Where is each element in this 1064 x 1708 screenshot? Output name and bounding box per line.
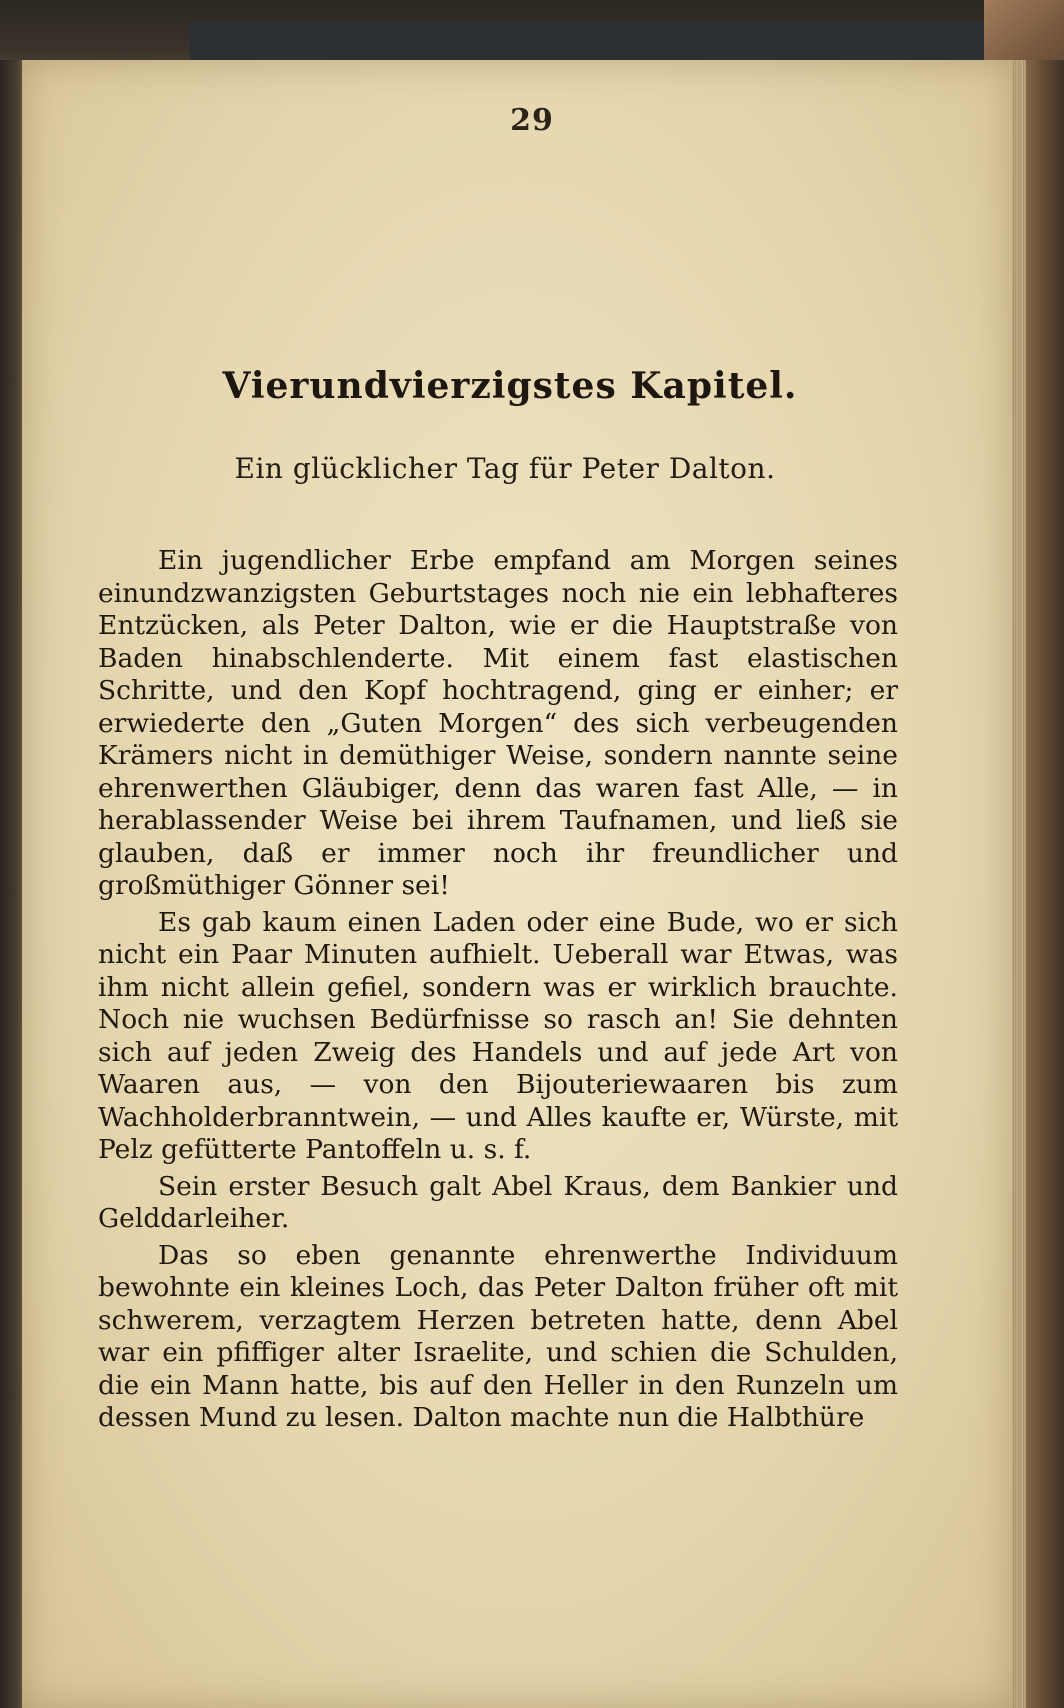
paragraph: Sein erster Besuch galt Abel Kraus, dem Bankier und Gelddarleiher.: [98, 1170, 898, 1234]
page-number: 29: [510, 103, 554, 138]
leather-cover-edge: [190, 22, 1010, 65]
body-text: [98, 545, 898, 1439]
paragraph: Ein jugendlicher Erbe empfand am Morgen seines einundzwanzigsten Geburtstages noch nie ein lebhafteres Entzücken, als Peter Dalton, wie er die Hauptstraße von Baden hinabschlenderte. Mit einem fast elastischen Schritte, und den Kopf hochtragend, ging er einher; er erwiederte den „Guten Morgen“ des sich verbeugenden Krämers nicht in demüthiger Weise, sondern nannte seine ehrenwerthen Gläubiger, denn das waren fast Alle, — in herablassender Weise bei ihrem Taufnamen, und ließ sie glauben, daß er immer noch ihr freundlicher und großmüthiger Gönner sei!: [98, 545, 898, 901]
book-binding-right: [1004, 60, 1064, 1708]
paragraph: Es gab kaum einen Laden oder eine Bude, wo er sich nicht ein Paar Minuten aufhielt. Ueberall war Etwas, was ihm nicht allein gefiel, sondern was er wirklich brauchte. Noch nie wuchsen Bedürfnisse so rasch an! Sie dehnten sich auf jeden Zweig des Handels und auf jede Art von Waaren aus, — von den Bijouteriewaaren bis zum Wachholderbranntwein, — und Alles kaufte er, Würste, mit Pelz gefütterte Pantoffeln u. s. f.: [98, 906, 898, 1165]
chapter-subtitle: Ein glücklicher Tag für Peter Dalton.: [234, 452, 776, 485]
chapter-heading: Vierundvierzigstes Kapitel.: [222, 365, 798, 407]
paragraph: Das so eben genannte ehrenwerthe Individuum bewohnte ein kleines Loch, das Peter Dalton früher oft mit schwerem, verzagtem Herzen betreten hatte, denn Abel war ein pfiffiger alter Israelite, und schien die Schulden, die ein Mann hatte, bis auf den Heller in den Runzeln um dessen Mund zu lesen. Dalton machte nun die Halbthüre: [98, 1239, 898, 1433]
